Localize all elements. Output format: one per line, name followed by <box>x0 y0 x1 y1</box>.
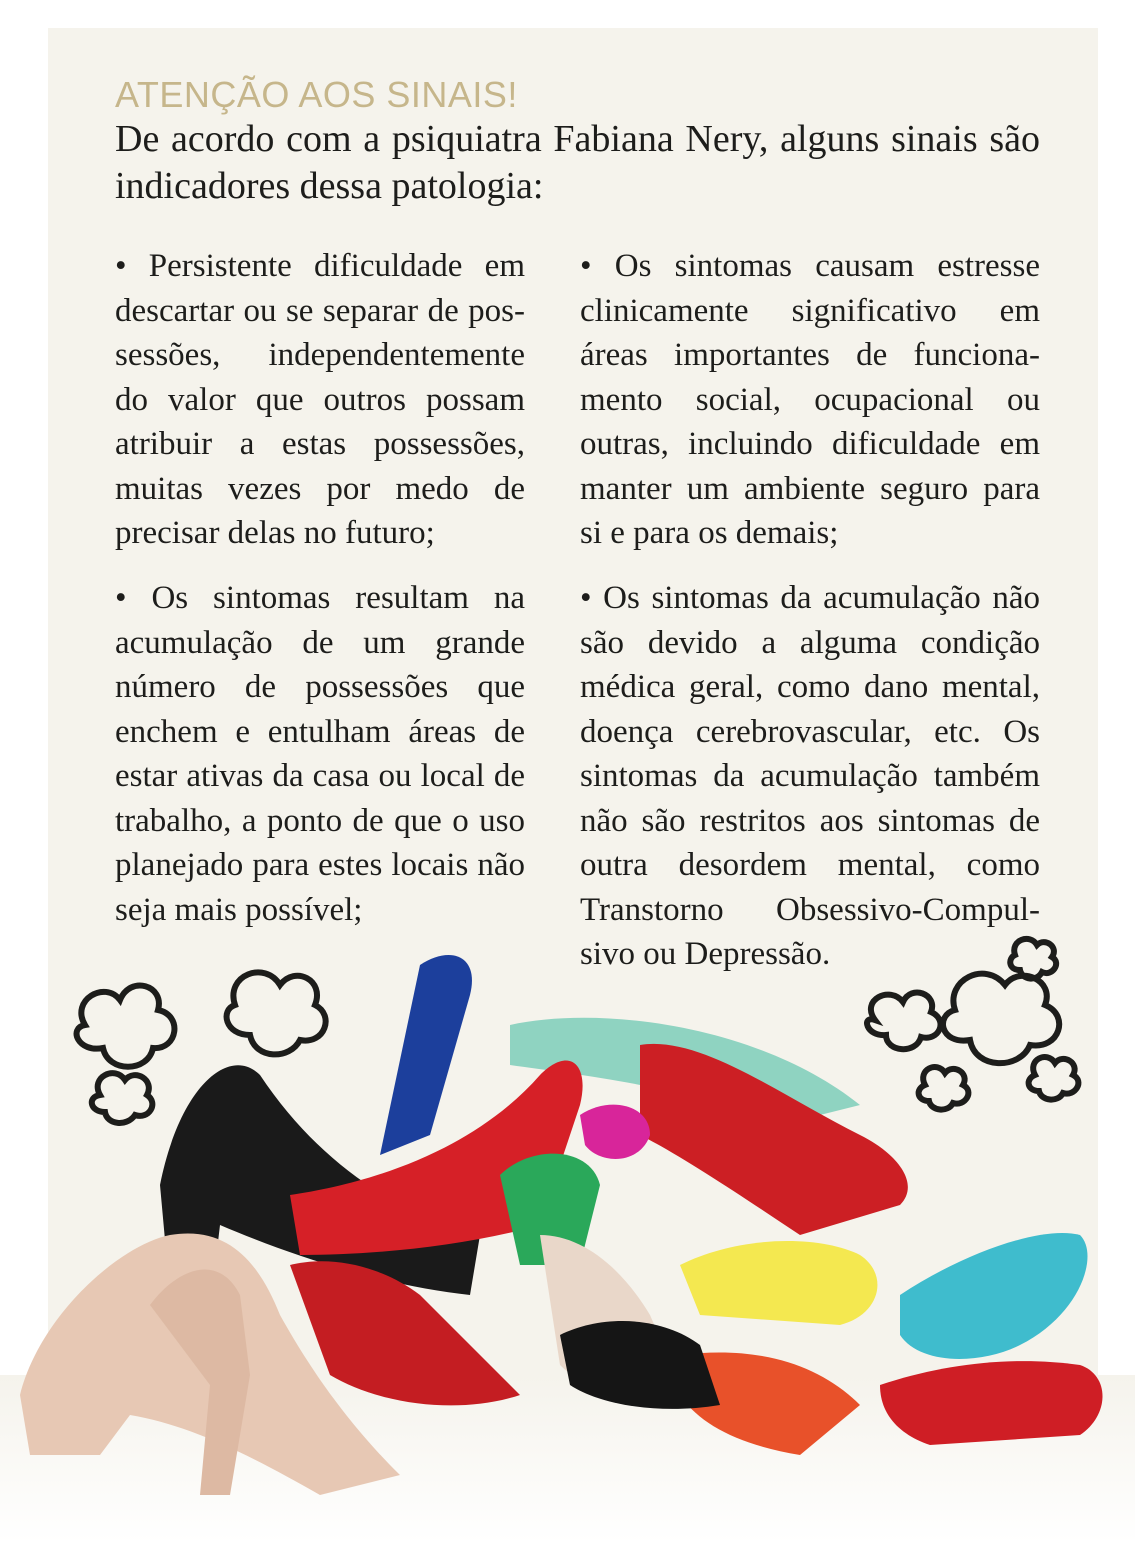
list-item: • Os sintomas resultam na acumulação de um grande número de possessões que enchem e entulham áreas de estar ativas da casa ou local de trabalho, a ponto de que o uso planejado para estes locais não seja mais possível; <box>115 580 525 928</box>
section-heading: ATENÇÃO AOS SINAIS! <box>115 74 518 115</box>
intro-paragraph: De acordo com a psiquiatra Fabiana Nery, alguns sinais são indicadores dessa patologia: <box>115 118 1040 207</box>
list-item: • Os sintomas causam estresse clinicamente significativo em áreas importantes de funciona- mento social, ocupacional ou outras, incluindo dificuldade em manter um ambiente seguro para si e para os demais; <box>580 248 1040 551</box>
list-item: • Os sintomas da acumulação não são devido a alguma condição médica geral, como dano mental, doença cerebrovascular, etc. Os sintomas da acumulação também não são restritos aos sintomas de outra desordem mental, como Transtorno Obsessivo-Compul- sivo ou Depressão. <box>580 580 1040 972</box>
shoe-pile-illustration <box>0 935 1135 1543</box>
list-item: • Persistente dificuldade em descartar ou se separar de pos- sessões, independentemente do valor que outros possam atribuir a estas possessões, muitas vezes por medo de precisar delas no futuro; <box>115 248 525 551</box>
